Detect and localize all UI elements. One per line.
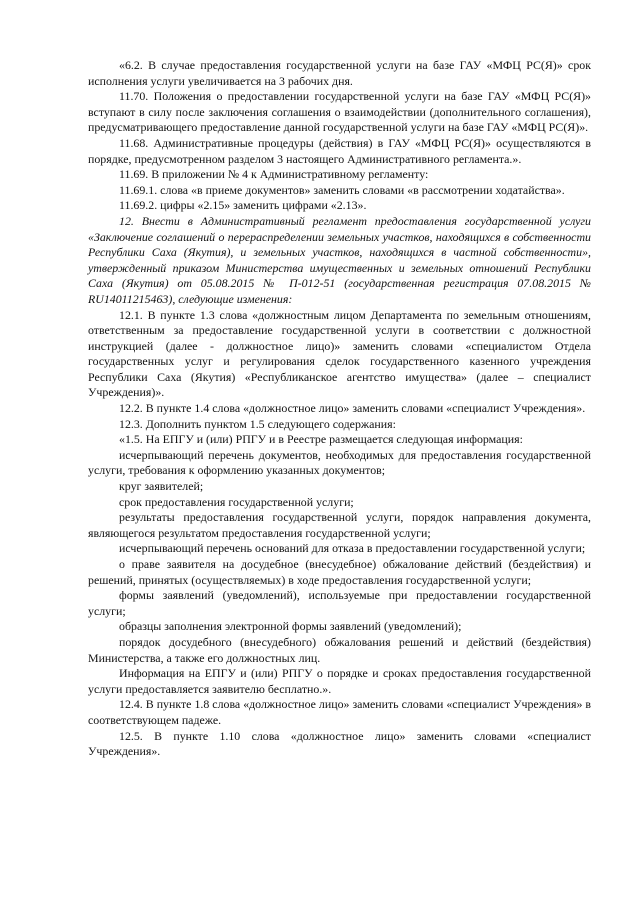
document-page [88, 58, 591, 760]
paragraph-11-69-1: 11.69.1. слова «в приеме документов» заменить словами «в рассмотрении ходатайства». [119, 182, 565, 197]
list-item-documents: исчерпывающий перечень документов, необходимых для предоставления государственной услуги, требования к оформлению указанных документов; [88, 447, 591, 478]
list-item-term: срок предоставления государственной услуги; [119, 494, 354, 509]
paragraph-11-70: 11.70. Положения о предоставлении государственной услуги на базе ГАУ «МФЦ РС(Я)» вступают в силу после заключения соглашения о взаимодействии (дополнительного соглашения), предусматривающего предоставление данной государственной услуги на базе ГАУ «МФЦ РС(Я)». [88, 89, 591, 135]
paragraph-1-5: «1.5. На ЕПГУ и (или) РПГУ и в Реестре размещается следующая информация: [119, 432, 523, 447]
paragraph-12-4: 12.4. В пункте 1.8 слова «должностное лицо» заменить словами «специалист Учреждения» в соответствующем падеже. [88, 697, 591, 727]
paragraph-12-heading: 12. Внести в Административный регламент предоставления государственной услуги «Заключение соглашений о перераспределении земельных участков, находящихся в собственности Республики Саха (Якутия), и земельных участков, находящихся в частной собственности», утвержденный приказом Министерства имущественных и земельных отношений Республики Саха (Якутия) от 05.08.2015 № П-012-51 (государственная регистрация 07.08.2015 № RU14011215463), следующие изменения: [88, 213, 591, 306]
paragraph-12-3: 12.3. Дополнить пунктом 1.5 следующего содержания: [119, 416, 396, 431]
paragraph-11-69: 11.69. В приложении № 4 к Административному регламенту: [119, 167, 429, 182]
paragraph-12-2: 12.2. В пункте 1.4 слова «должностное лицо» заменить словами «специалист Учреждения». [119, 401, 586, 416]
paragraph-11-68: 11.68. Административные процедуры (действия) в ГАУ «МФЦ РС(Я)» осуществляются в порядке, предусмотренном разделом 3 настоящего Административного регламента.». [88, 135, 591, 166]
paragraph-12-5: 12.5. В пункте 1.10 слова «должностное лицо» заменить словами «специалист Учреждения». [88, 728, 591, 759]
list-item-samples: образцы заполнения электронной формы заявлений (уведомлений); [119, 619, 462, 634]
list-item-appeal-procedure: порядок досудебного (внесудебного) обжалования решений и действий (бездействия) Министерства, а также его должностных лиц. [88, 634, 591, 665]
paragraph-info-free: Информация на ЕПГУ и (или) РПГУ о порядке и сроках предоставления государственной услуги предоставляется заявителю бесплатно.». [88, 666, 591, 696]
list-item-forms: формы заявлений (уведомлений), используемые при предоставлении государственной услуги; [88, 588, 591, 618]
paragraph-11-69-2: 11.69.2. цифры «2.15» заменить цифрами «2.13». [119, 198, 367, 213]
paragraph-12-1: 12.1. В пункте 1.3 слова «должностным лицом Департамента по земельным отношениям, ответственным за предоставление государственной услуги в соответствии с должностной инструкцией (далее - должностное лицо)» заменить словами «специалистом Отдела государственных услуг и регулирования сделок государственного казенного учреждения Республики Саха (Якутия) «Республиканское агентство имущества» (далее – специалист Учреждения)». [88, 307, 591, 400]
list-item-appeal-right: о праве заявителя на досудебное (внесудебное) обжалование действий (бездействия) и решений, принятых (осуществляемых) в ходе предоставления государственной услуги; [88, 557, 591, 587]
list-item-applicants: круг заявителей; [119, 479, 204, 494]
list-item-results: результаты предоставления государственной услуги, порядок направления документа, являющегося результатом предоставления государственной услуги; [88, 510, 591, 540]
list-item-refusal-grounds: исчерпывающий перечень оснований для отказа в предоставлении государственной услуги; [119, 541, 586, 556]
paragraph-6-2: «6.2. В случае предоставления государственной услуги на базе ГАУ «МФЦ РС(Я)» срок исполнения услуги увеличивается на 3 рабочих дня. [88, 58, 591, 88]
